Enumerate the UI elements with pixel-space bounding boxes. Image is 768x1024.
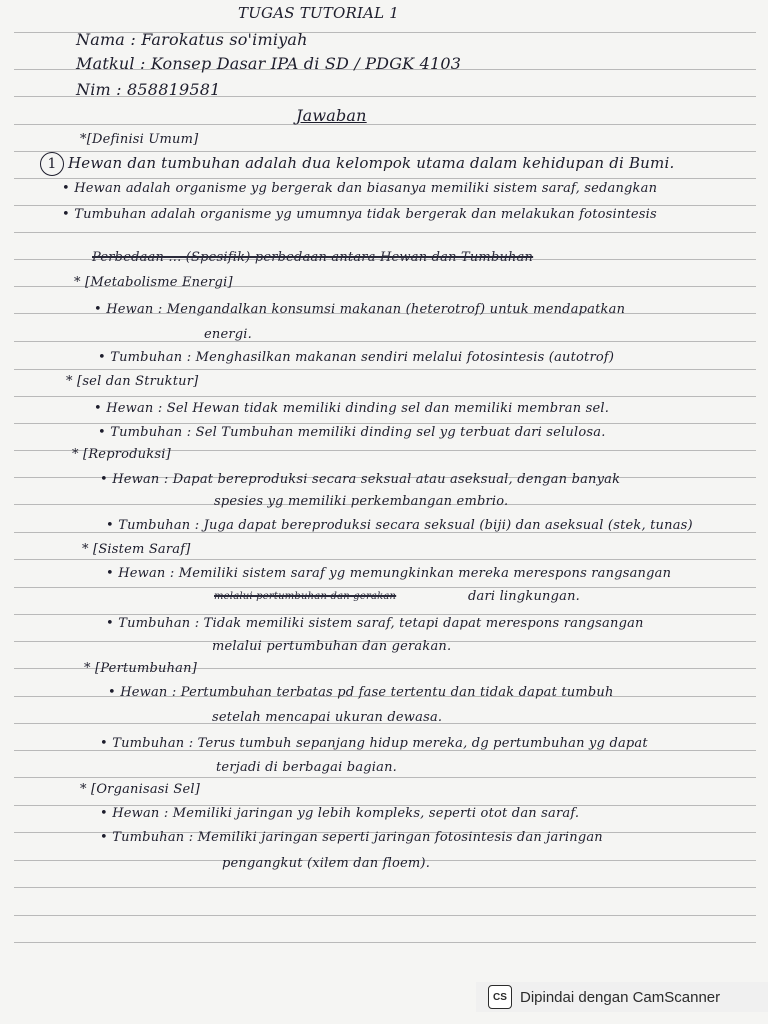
- section-heading-text: Organisasi Sel: [96, 782, 195, 797]
- course-name: Matkul : Konsep Dasar IPA di SD / PDGK 4103: [76, 54, 462, 73]
- student-id: Nim : 858819581: [76, 80, 221, 99]
- saraf-tumbuhan: • Tumbuhan : Tidak memiliki sistem saraf, tetapi dapat merespons rangsangan: [106, 616, 644, 631]
- struck-heading: Perbedaan ... (Spesifik) perbedaan antara Hewan dan Tumbuhan: [92, 250, 534, 265]
- reproduksi-hewan-cont: spesies yg memiliki perkembangan embrio.: [214, 494, 509, 509]
- organisasi-tumbuhan-cont: pengangkut (xilem dan floem).: [222, 856, 431, 871]
- ruled-line: [14, 178, 756, 179]
- ruled-line: [14, 369, 756, 370]
- section-heading-text: Pertumbuhan: [100, 661, 192, 676]
- ruled-line: [14, 777, 756, 778]
- saraf-hewan: • Hewan : Memiliki sistem saraf yg memungkinkan mereka merespons rangsangan: [106, 566, 672, 581]
- section-heading-saraf: * [Sistem Saraf]: [82, 542, 191, 557]
- saraf-tumbuhan-cont: melalui pertumbuhan dan gerakan.: [212, 639, 452, 654]
- camscanner-watermark: [476, 982, 768, 1012]
- student-name: Nama : Farokatus so'imiyah: [76, 30, 308, 49]
- answer-heading: Jawaban: [296, 106, 367, 125]
- pertumbuhan-tumbuhan: • Tumbuhan : Terus tumbuh sepanjang hidup mereka, dg pertumbuhan yg dapat: [100, 736, 648, 751]
- section-heading-sel: * [sel dan Struktur]: [66, 374, 199, 389]
- ruled-line: [14, 915, 756, 916]
- section-heading-metabolisme: * [Metabolisme Energi]: [74, 275, 233, 290]
- saraf-hewan-struck: melalui pertumbuhan dan gerakan: [214, 591, 397, 602]
- pertumbuhan-tumbuhan-cont: terjadi di berbagai bagian.: [216, 760, 398, 775]
- answer-line-1: [40, 152, 674, 176]
- metabolisme-hewan-cont: energi.: [204, 327, 252, 342]
- ruled-line: [14, 559, 756, 560]
- ruled-line: [14, 396, 756, 397]
- ruled-line: [14, 587, 756, 588]
- intro-text-2: • Hewan adalah organisme yg bergerak dan biasanya memiliki sistem saraf, sedangkan: [62, 181, 658, 196]
- ruled-line: [14, 887, 756, 888]
- ruled-line: [14, 205, 756, 206]
- definition-label-text: Definisi Umum: [91, 132, 194, 147]
- pertumbuhan-hewan: • Hewan : Pertumbuhan terbatas pd fase tertentu dan tidak dapat tumbuh: [108, 685, 614, 700]
- saraf-hewan-cont: dari lingkungan.: [468, 589, 580, 604]
- section-heading-organisasi: * [Organisasi Sel]: [80, 782, 201, 797]
- ruled-line: [14, 614, 756, 615]
- metabolisme-tumbuhan: • Tumbuhan : Menghasilkan makanan sendiri melalui fotosintesis (autotrof): [98, 350, 615, 365]
- page-title: TUGAS TUTORIAL 1: [238, 4, 399, 22]
- section-heading-text: Sistem Saraf: [98, 542, 186, 557]
- section-heading-pertumbuhan: * [Pertumbuhan]: [84, 661, 197, 676]
- section-heading-text: Reproduksi: [88, 447, 166, 462]
- ruled-line: [14, 341, 756, 342]
- reproduksi-tumbuhan: • Tumbuhan : Juga dapat bereproduksi secara seksual (biji) dan aseksual (stek, tunas): [106, 518, 693, 533]
- reproduksi-hewan: • Hewan : Dapat bereproduksi secara seksual atau aseksual, dengan banyak: [100, 472, 621, 487]
- ruled-line: [14, 232, 756, 233]
- sel-tumbuhan: • Tumbuhan : Sel Tumbuhan memiliki dinding sel yg terbuat dari selulosa.: [98, 425, 606, 440]
- metabolisme-hewan: • Hewan : Mengandalkan konsumsi makanan (heterotrof) untuk mendapatkan: [94, 302, 626, 317]
- intro-text-1: Hewan dan tumbuhan adalah dua kelompok utama dalam kehidupan di Bumi.: [68, 154, 675, 172]
- organisasi-hewan: • Hewan : Memiliki jaringan yg lebih kompleks, seperti otot dan saraf.: [100, 806, 580, 821]
- section-heading-reproduksi: * [Reproduksi]: [72, 447, 171, 462]
- section-heading-text: sel dan Struktur: [82, 374, 194, 389]
- intro-text-3: • Tumbuhan adalah organisme yg umumnya tidak bergerak dan melakukan fotosintesis: [62, 207, 657, 222]
- organisasi-tumbuhan: • Tumbuhan : Memiliki jaringan seperti jaringan fotosintesis dan jaringan: [100, 830, 603, 845]
- camscanner-text: Dipindai dengan CamScanner: [520, 988, 721, 1006]
- question-number: 1: [40, 152, 64, 176]
- definition-label: *[Definisi Umum]: [80, 132, 199, 147]
- pertumbuhan-hewan-cont: setelah mencapai ukuran dewasa.: [212, 710, 443, 725]
- camscanner-logo-icon: CS: [488, 985, 512, 1009]
- sel-hewan: • Hewan : Sel Hewan tidak memiliki dinding sel dan memiliki membran sel.: [94, 401, 610, 416]
- ruled-line: [14, 942, 756, 943]
- section-heading-text: Metabolisme Energi: [90, 275, 228, 290]
- ruled-line: [14, 423, 756, 424]
- ruled-line: [14, 124, 756, 125]
